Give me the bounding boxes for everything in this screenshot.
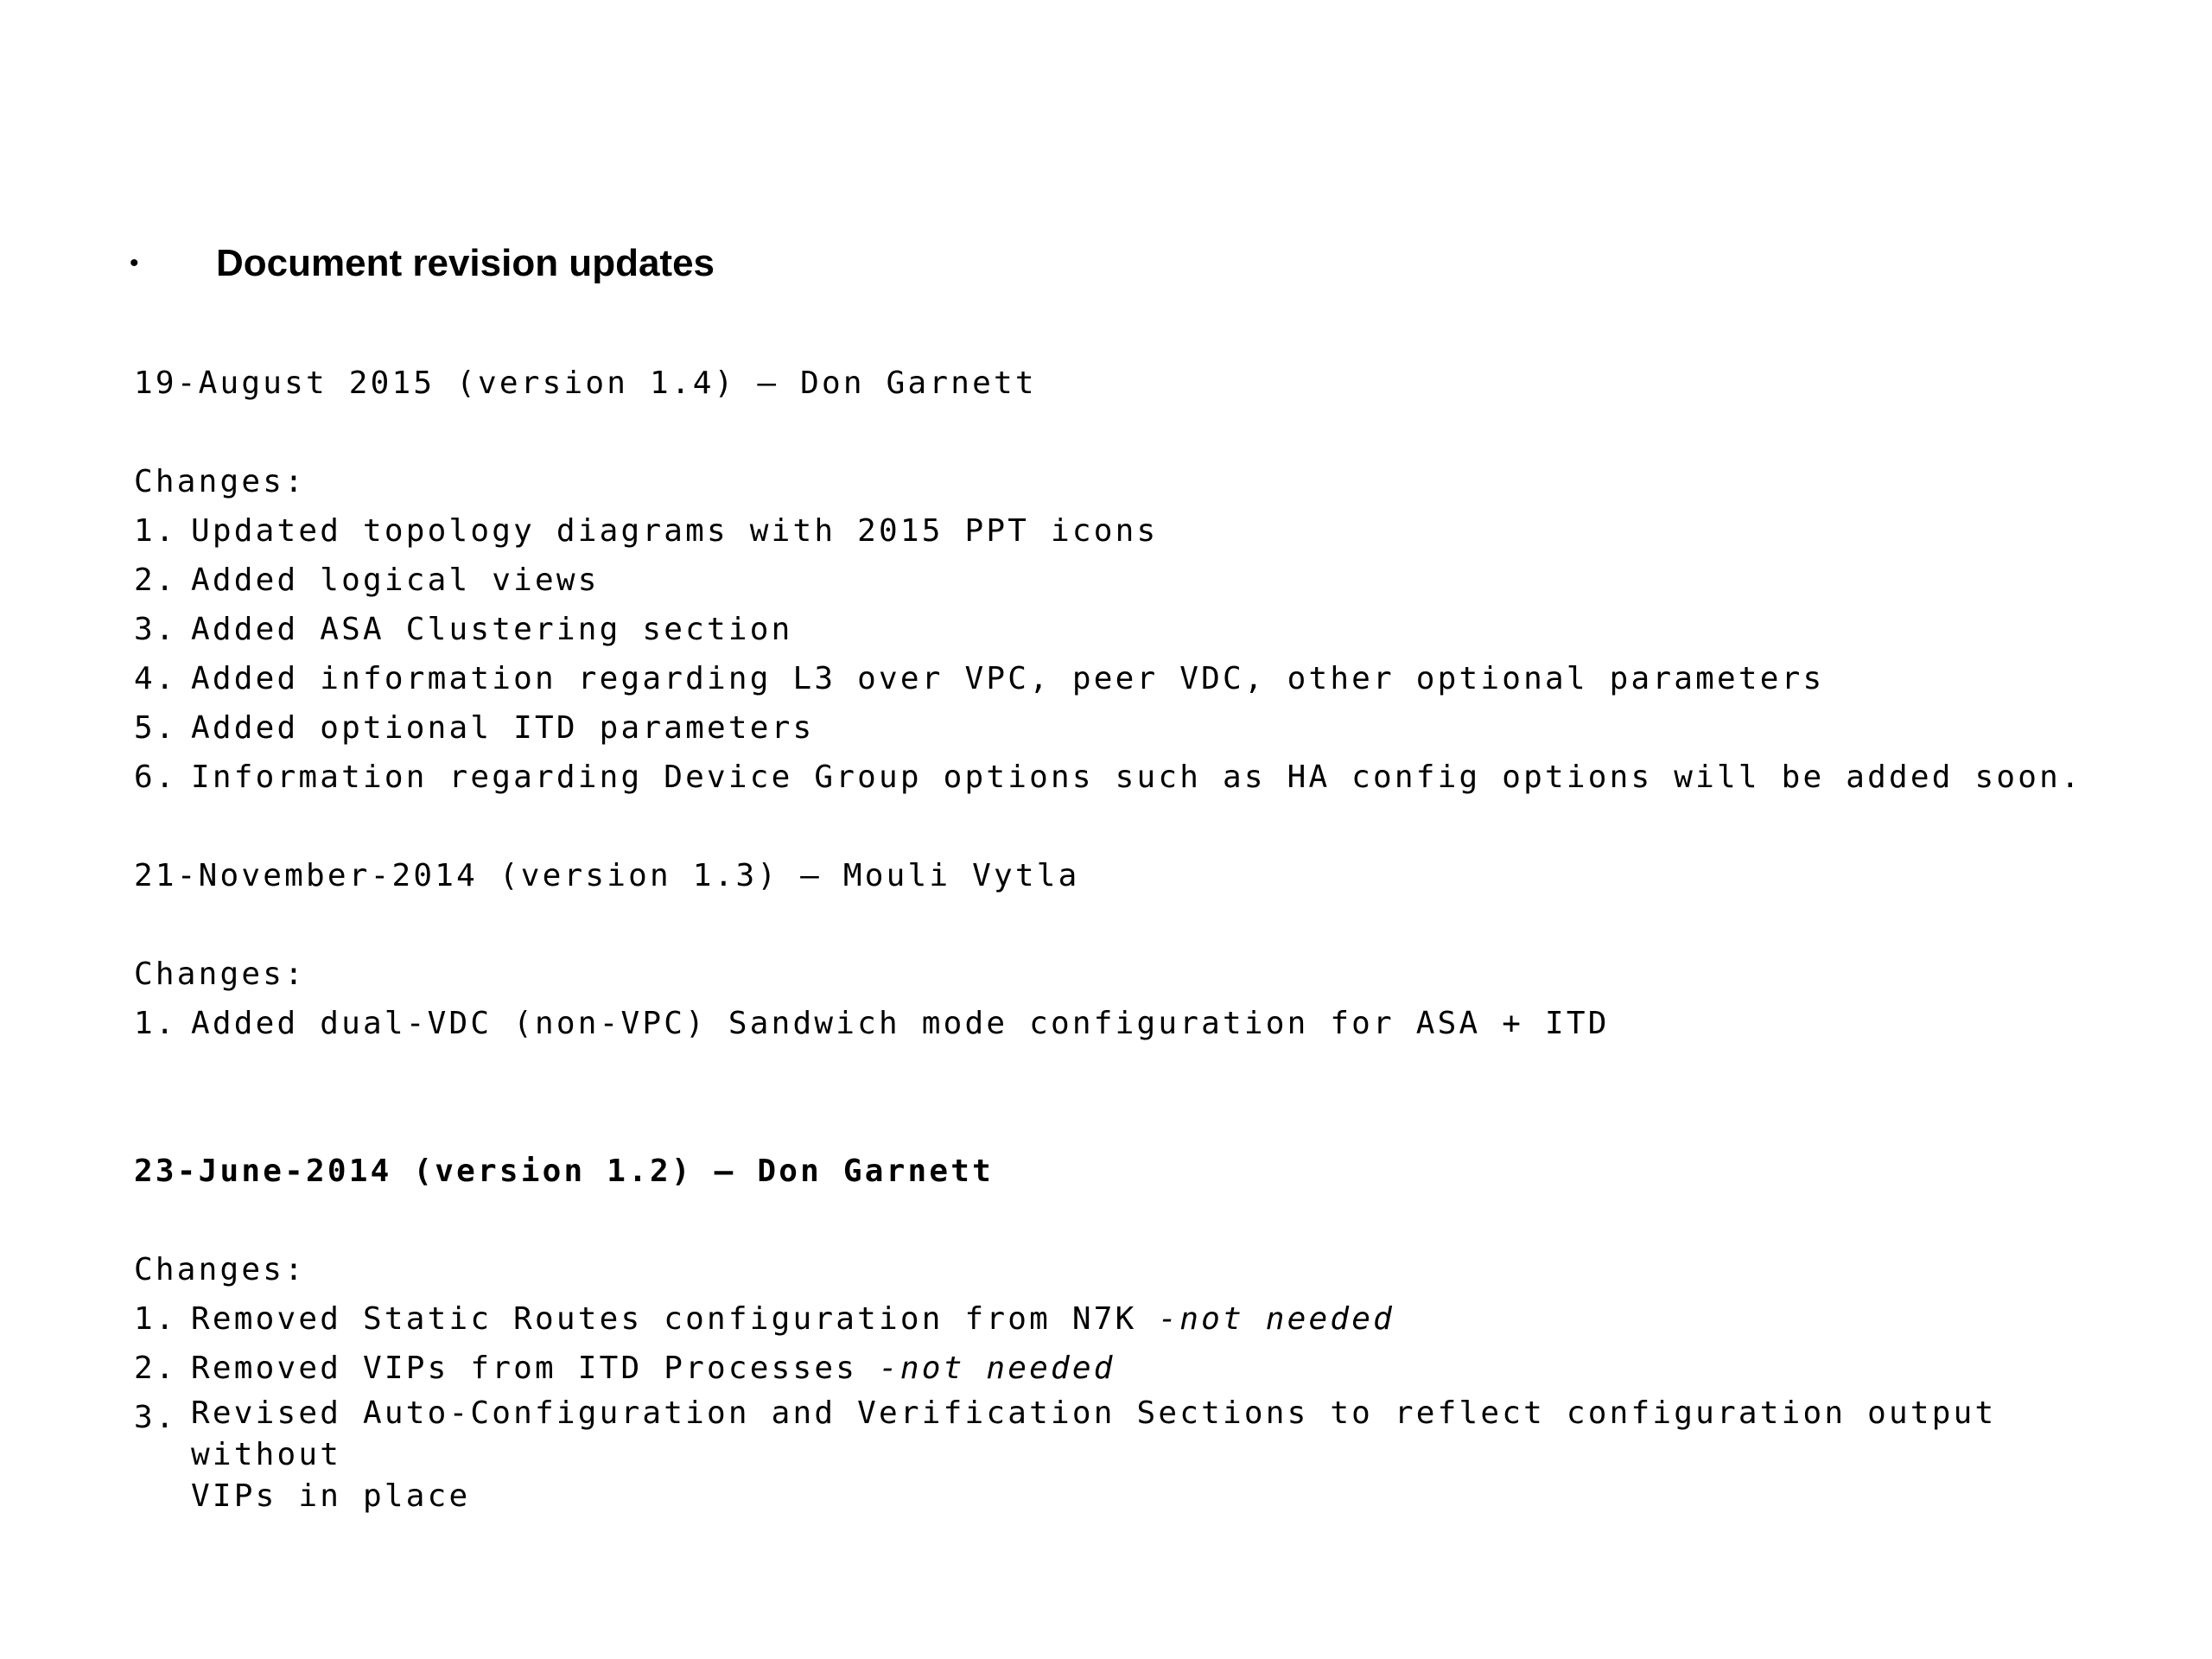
bullet-icon: • [130, 249, 139, 277]
change-item [134, 1294, 2147, 1344]
change-text: Added optional ITD parameters [191, 710, 815, 746]
change-text: Information regarding Device Group options such as HA config options will be added soon. [191, 760, 2082, 795]
changes-label: Changes: [134, 957, 306, 992]
change-item [134, 999, 2147, 1048]
change-text: Added logical views [191, 563, 600, 598]
change-number: 1. [134, 1301, 177, 1337]
change-text: Revised Auto-Configuration and Verification Sections to reflect configuration output without VIPs in place [191, 1395, 1997, 1514]
change-item [134, 654, 2147, 703]
change-number: 2. [134, 563, 177, 598]
change-text: Removed Static Routes configuration from N7K [191, 1301, 1159, 1337]
revision-header: 19-August 2015 (version 1.4) – Don Garnett [134, 365, 1037, 401]
revision-log [134, 359, 2147, 1517]
change-number: 6. [134, 760, 177, 795]
changes-label: Changes: [134, 464, 306, 499]
change-text: Added dual-VDC (non-VPC) Sandwich mode configuration for ASA + ITD [191, 1006, 1610, 1041]
change-number: 5. [134, 710, 177, 746]
change-note: -not needed [878, 1351, 1116, 1386]
change-item [134, 1393, 2147, 1517]
change-number: 1. [134, 1006, 177, 1041]
change-note: -not needed [1158, 1301, 1395, 1337]
change-number: 3. [134, 612, 177, 647]
change-number: 2. [134, 1351, 177, 1386]
change-item [134, 506, 2147, 556]
change-item [134, 605, 2147, 654]
page-title: Document revision updates [216, 242, 715, 284]
heading-row [130, 233, 715, 294]
change-number: 3. [134, 1400, 177, 1435]
change-item [134, 703, 2147, 753]
change-text: Added ASA Clustering section [191, 612, 793, 647]
change-text: Added information regarding L3 over VPC, peer VDC, other optional parameters [191, 661, 1825, 696]
change-item [134, 556, 2147, 605]
change-text: Removed VIPs from ITD Processes [191, 1351, 879, 1386]
change-item [134, 1344, 2147, 1393]
change-text: Updated topology diagrams with 2015 PPT icons [191, 513, 1159, 549]
change-number: 4. [134, 661, 177, 696]
changes-label: Changes: [134, 1252, 306, 1287]
change-number: 1. [134, 513, 177, 549]
revision-header: 21-November-2014 (version 1.3) – Mouli Vytla [134, 858, 1080, 893]
revision-header: 23-June-2014 (version 1.2) – Don Garnett [134, 1154, 994, 1189]
change-item [134, 753, 2147, 802]
